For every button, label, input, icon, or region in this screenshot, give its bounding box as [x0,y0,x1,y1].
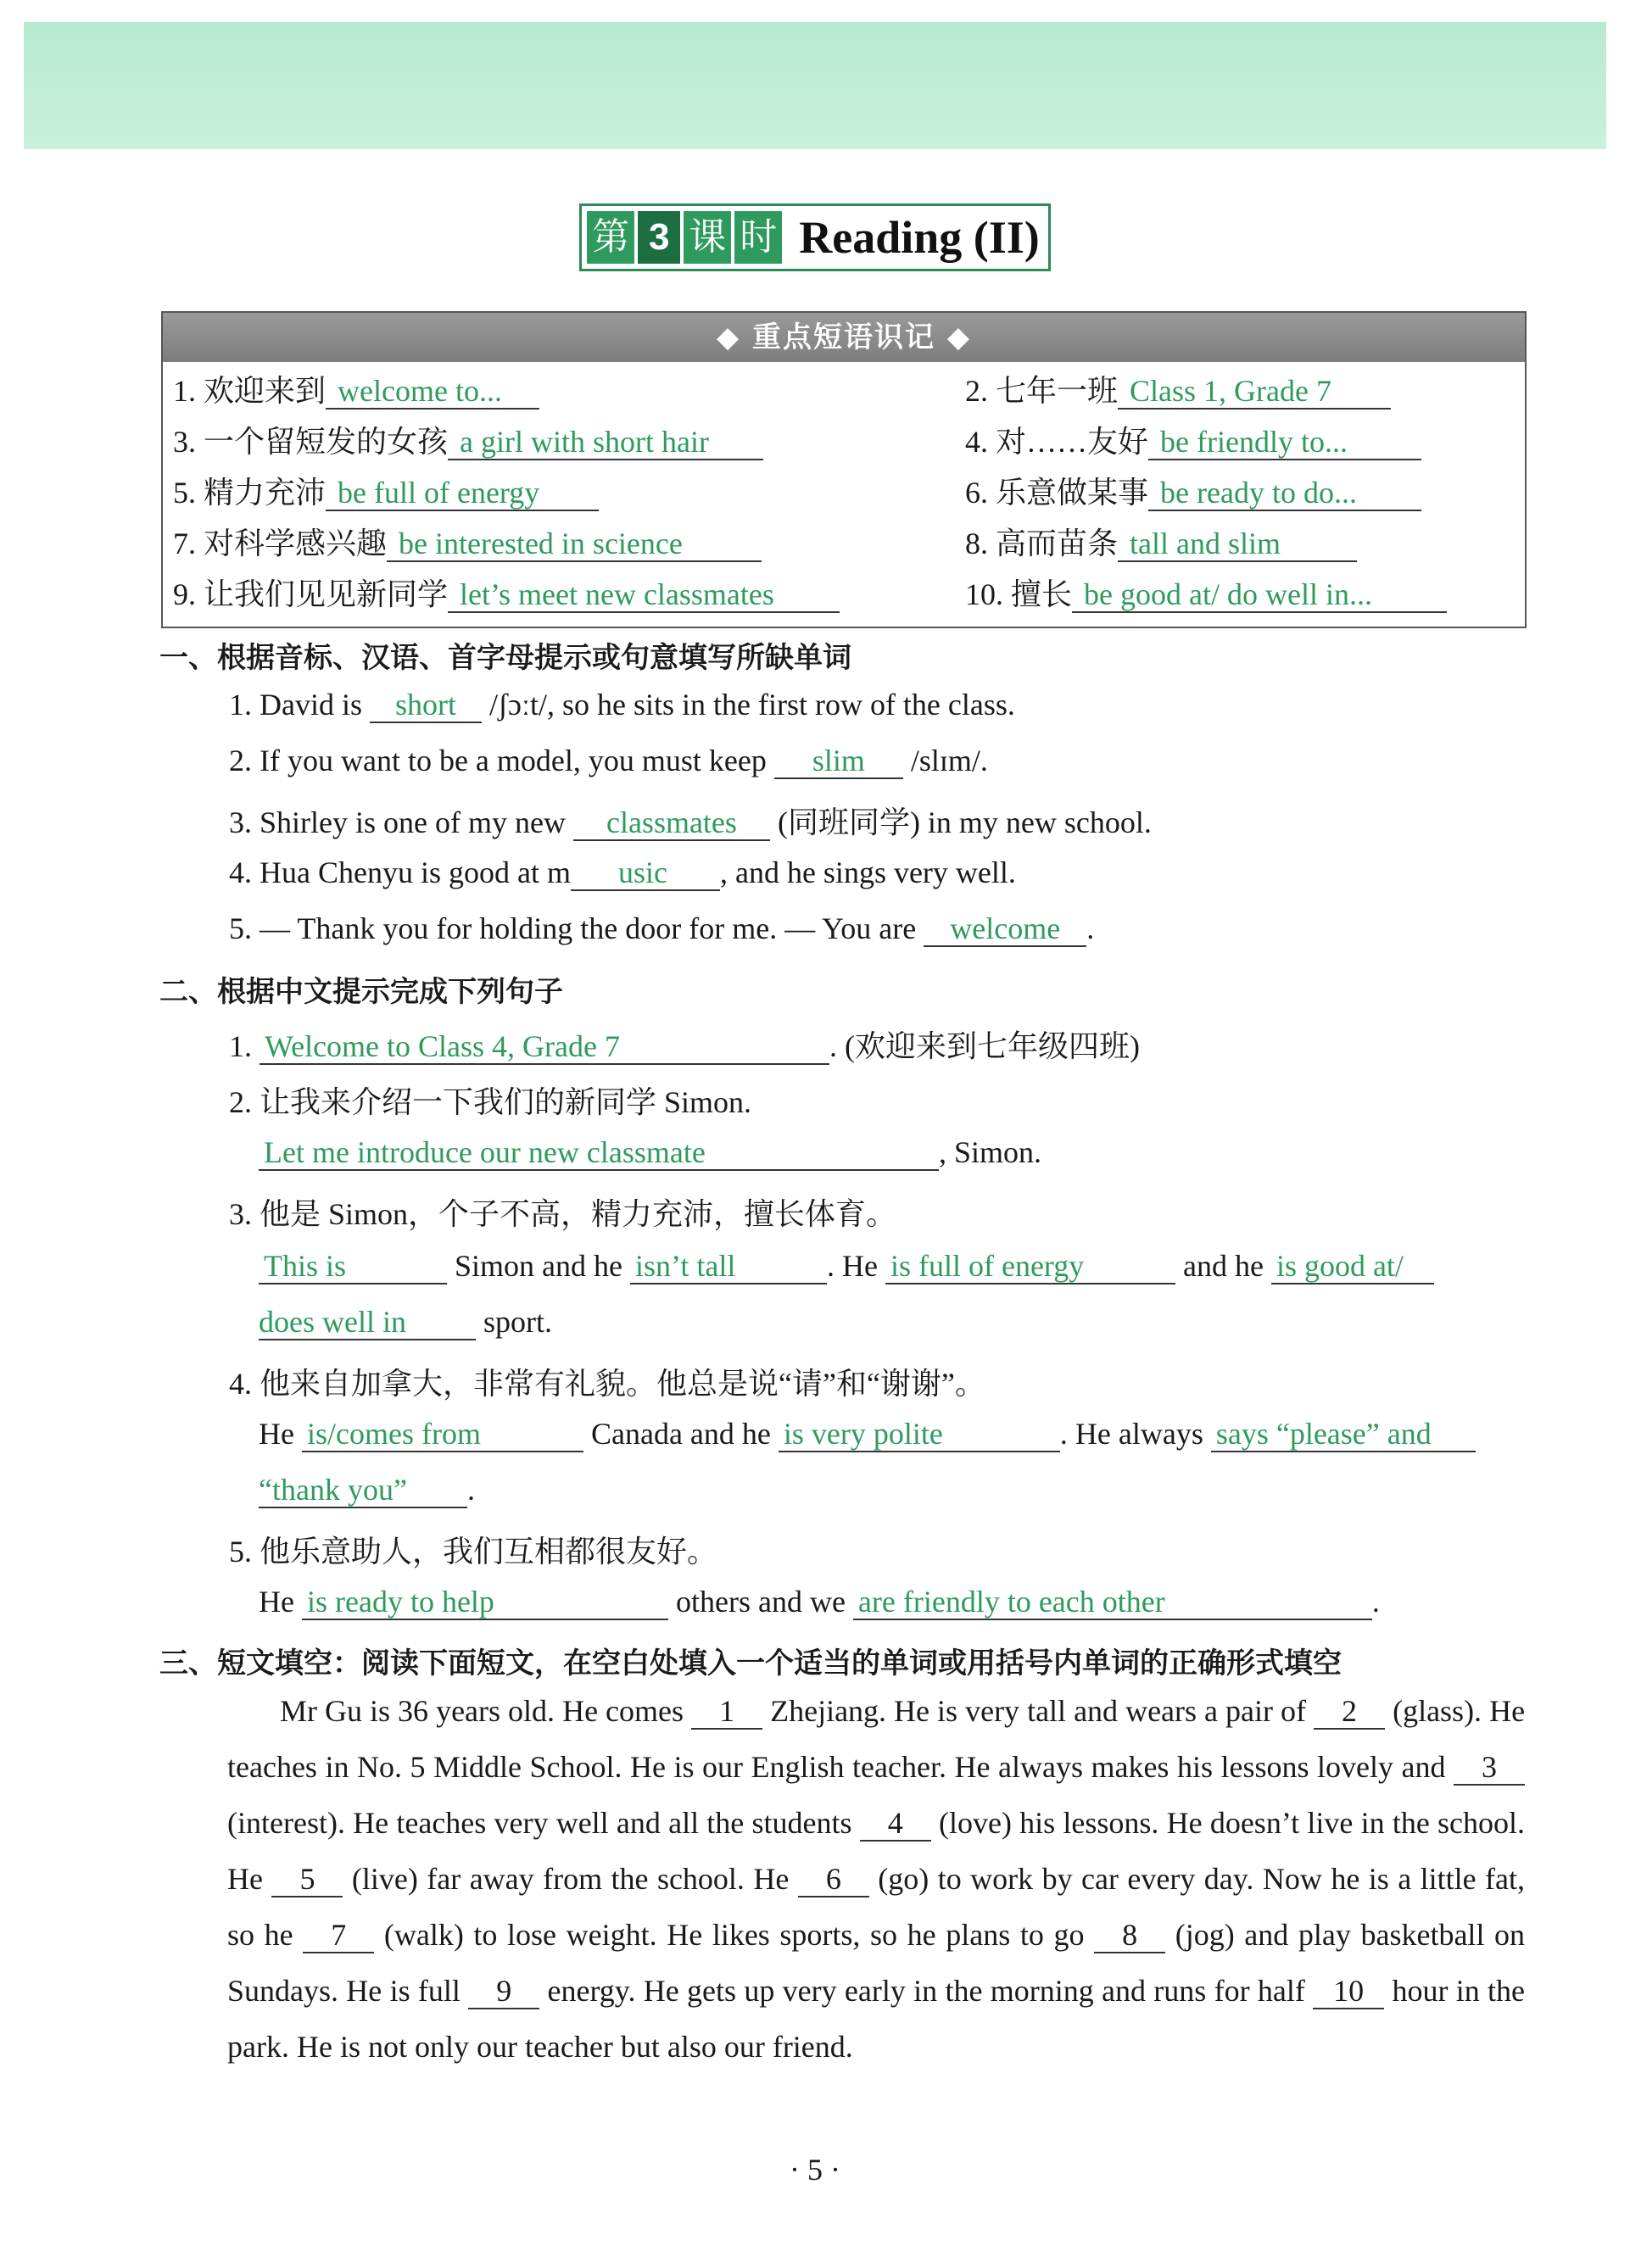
key-phrases-heading: ◆ 重点短语识记 ◆ [163,313,1525,362]
s2-question-4-answer-cont [259,1472,475,1508]
question-text: /ʃɔːt/, so he sits in the first row of the class. [489,688,1015,722]
section-1-title: 一、根据音标、汉语、首字母提示或句意填写所缺单词 [159,641,851,675]
s2-question-3-answer [259,1248,1434,1284]
question-text: . [467,1473,475,1507]
answer-blank: is very polite [779,1417,1060,1452]
question-text: . He [826,1249,878,1283]
s2-question-2-answer [259,1134,1041,1171]
question-text: 2. If you want to be a model, you must keep [229,744,767,777]
question-text: . [1086,911,1095,945]
cloze-blank-2: 2 [1314,1694,1385,1730]
page-number: · 5 · [790,2153,840,2187]
question-text: . He always [1059,1417,1203,1451]
phrase-item [965,518,1535,569]
passage-text: (live) far away from the school. He [351,1862,790,1896]
passage-text: energy. He gets up very early in the morning and runs for half [547,1974,1305,2008]
s2-question-2-prompt: 2. 让我来介绍一下我们的新同学 Simon. [229,1085,752,1119]
phrase-item [173,569,965,620]
answer-blank: isn’t tall [630,1249,827,1284]
s2-question-4-prompt: 4. 他来自加拿大，非常有礼貌。他总是说“请”和“谢谢”。 [229,1367,985,1401]
question-text: sport. [483,1305,552,1339]
answer-blank: is/comes from [302,1417,583,1452]
answer-blank: says “please” and [1211,1417,1476,1452]
question-text: 1. [229,1029,252,1063]
phrase-item [965,467,1535,518]
phrase-label: 4. 对……友好 [965,425,1149,459]
answer-blank: “thank you” [259,1473,467,1508]
s1-question-4 [229,855,1016,891]
answer-blank: welcome [924,911,1086,947]
s1-question-5 [229,911,1094,947]
passage-text: (love) his lessons. He doesn’t live in the school. He [227,1806,1526,1896]
phrase-item [965,365,1535,416]
question-text: 4. Hua Chenyu is good at m [229,855,571,889]
phrase-label: 5. 精力充沛 [173,476,327,510]
s2-question-4-answer [259,1416,1476,1452]
passage-text: (walk) to lose weight. He likes sports, so he plans to go [383,1918,1085,1952]
lesson-char-1: 第 [587,211,634,264]
answer-blank: is ready to help [302,1585,668,1620]
key-phrases-grid [163,362,1525,620]
answer-blank: Let me introduce our new classmate [259,1135,939,1171]
passage-text: (jog) and play basketball on Sundays. He is full [227,1918,1526,2008]
s2-question-5-answer [259,1584,1380,1620]
passage-text: Mr Gu is 36 years old. He comes [280,1694,684,1728]
question-text: . [1371,1585,1380,1619]
phrase-label: 1. 欢迎来到 [173,374,327,408]
lesson-char-4: 时 [734,211,782,264]
cloze-blank-8: 8 [1094,1918,1165,1953]
phrase-item [173,518,965,569]
question-text: 5. — Thank you for holding the door for me. — You are [229,911,917,945]
s2-question-1 [229,1023,1140,1066]
section-3-title: 三、短文填空：阅读下面短文，在空白处填入一个适当的单词或用括号内单词的正确形式填空 [159,1647,1342,1680]
s2-question-3-answer-cont [259,1304,552,1340]
passage-text: (glass). He teaches in No. 5 Middle School. He is our English teacher. He always makes his lessons lovely and [227,1694,1526,1784]
phrase-item [173,416,965,467]
passage-text: hour in the park. He is not only our teacher but also our friend. [227,1974,1526,2064]
answer-blank: does well in [259,1305,476,1340]
s1-question-1 [229,687,1015,723]
phrase-answer: be interested in science [387,527,762,562]
key-phrases-box [161,311,1527,628]
answer-blank: This is [259,1249,447,1284]
phrase-answer: be good at/ do well in... [1072,577,1447,613]
phrase-answer: be ready to do... [1148,476,1421,511]
cloze-blank-6: 6 [798,1862,869,1897]
phrase-answer: Class 1, Grade 7 [1118,374,1391,410]
question-text: He [259,1417,294,1451]
phrase-label: 9. 让我们见见新同学 [173,577,449,611]
answer-blank: are friendly to each other [853,1585,1372,1620]
passage-text: (go) to work by car every day. Now he is a little fat, so he [227,1862,1526,1952]
phrase-label: 7. 对科学感兴趣 [173,527,388,560]
answer-blank: classmates [573,805,770,841]
phrase-answer: a girl with short hair [448,425,763,460]
s2-question-5-prompt: 5. 他乐意助人，我们互相都很友好。 [229,1535,718,1569]
answer-blank: usic [571,855,720,891]
s1-question-2 [229,743,988,779]
answer-blank: short [370,688,482,723]
cloze-blank-10: 10 [1313,1974,1384,2009]
cloze-blank-9: 9 [468,1974,539,2009]
lesson-title-box [579,203,1051,271]
phrase-label: 2. 七年一班 [965,374,1119,408]
answer-blank: is full of energy [885,1249,1175,1284]
cloze-passage [227,1683,1525,2075]
phrase-item [173,365,965,416]
phrase-item [965,416,1535,467]
cloze-blank-7: 7 [303,1918,374,1953]
lesson-number: 3 [638,211,680,264]
phrase-answer: welcome to... [326,374,539,410]
phrase-label: 3. 一个留短发的女孩 [173,425,449,459]
question-text: Simon and he [455,1249,622,1283]
s2-question-3-prompt: 3. 他是 Simon，个子不高，精力充沛，擅长体育。 [229,1197,897,1231]
question-text: 3. Shirley is one of my new [229,805,566,839]
question-text: Canada and he [590,1417,771,1451]
question-text: 1. David is [229,688,362,722]
phrase-label: 10. 擅长 [965,577,1073,611]
phrase-label: 8. 高而苗条 [965,527,1119,560]
phrase-answer: let’s meet new classmates [448,577,840,613]
phrase-label: 6. 乐意做某事 [965,476,1149,510]
question-text: . (欢迎来到七年级四班) [829,1029,1140,1063]
lesson-char-3: 课 [684,211,731,264]
question-text: /slɪm/. [910,744,988,777]
phrase-answer: be friendly to... [1148,425,1421,460]
question-text: , Simon. [939,1135,1042,1169]
passage-text: Zhejiang. He is very tall and wears a pair of [770,1694,1307,1728]
cloze-blank-4: 4 [860,1806,931,1842]
phrase-answer: tall and slim [1118,527,1357,562]
passage-text: (interest). He teaches very well and all the students [227,1806,852,1840]
question-text: He [259,1585,294,1619]
top-color-band [24,22,1606,149]
cloze-blank-5: 5 [271,1862,343,1897]
cloze-blank-1: 1 [691,1694,762,1730]
question-text: (同班同学) in my new school. [777,805,1152,839]
phrase-answer: be full of energy [326,476,599,511]
lesson-title [0,203,1630,271]
answer-blank: Welcome to Class 4, Grade 7 [260,1029,829,1065]
question-text: , and he sings very well. [719,855,1016,889]
answer-blank: slim [774,744,903,779]
answer-blank: is good at/ [1271,1249,1434,1284]
question-text: others and we [675,1585,846,1619]
section-2-title: 二、根据中文提示完成下列句子 [159,975,563,1009]
cloze-blank-3: 3 [1454,1750,1525,1786]
phrase-item [965,569,1535,620]
page-title: Reading (II) [799,212,1040,263]
phrase-item [173,467,965,518]
question-text: and he [1182,1249,1264,1283]
s1-question-3 [229,799,1152,842]
